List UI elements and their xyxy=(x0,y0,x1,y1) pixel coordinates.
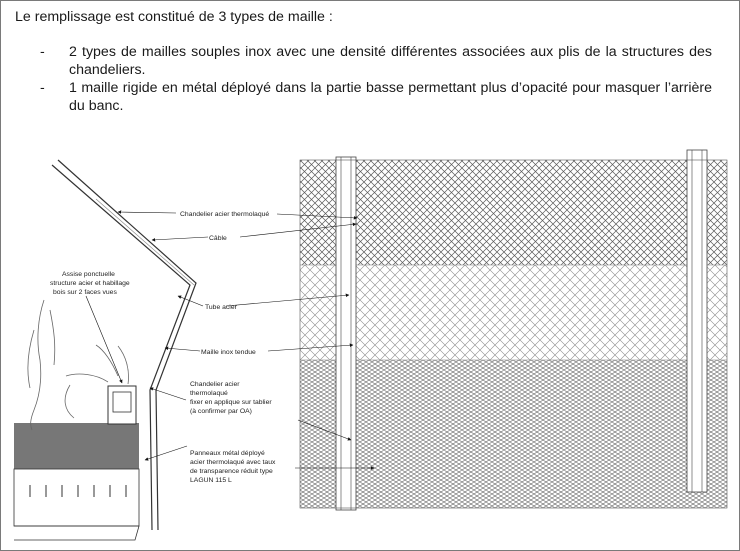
bullet-dash: - xyxy=(40,44,45,60)
label-panneau-line3: de transparence réduit type xyxy=(190,468,273,475)
label-panneau-line2: acier thermolaqué avec taux xyxy=(190,459,276,466)
mesh-lower-rigid xyxy=(300,360,727,508)
post-right xyxy=(687,150,707,492)
label-cable: Câble xyxy=(209,235,227,242)
label-chand2-line4: (à confirmer par OA) xyxy=(190,408,252,415)
post-left xyxy=(336,157,356,510)
elevation-view xyxy=(300,150,727,510)
label-assise-line3: bois sur 2 faces vues xyxy=(53,289,117,296)
label-chand2-line1: Chandelier acier xyxy=(190,381,240,388)
label-chandelier: Chandelier acier thermolaqué xyxy=(180,211,270,218)
label-tube: Tube acier xyxy=(205,304,237,311)
label-chand2-line3: fixer en applique sur tablier xyxy=(190,399,272,406)
intro-text: Le remplissage est constitué de 3 types de maille : xyxy=(15,9,333,25)
section-view xyxy=(14,160,196,540)
mesh-upper-dense xyxy=(300,160,727,265)
bullet-dash: - xyxy=(40,80,45,96)
label-assise-line2: structure acier et habillage xyxy=(50,280,130,287)
person-silhouette xyxy=(28,300,55,430)
label-maille: Maille inox tendue xyxy=(201,349,256,356)
deck-block xyxy=(14,423,139,469)
bullet-text: 1 maille rigide en métal déployé dans la partie basse permettant plus d’opacité pour masquer l’arrière du banc. xyxy=(69,80,712,114)
label-chand2-line2: thermolaqué xyxy=(190,390,228,397)
label-panneau-line1: Panneaux métal déployé xyxy=(190,450,265,457)
label-panneau-line4: LAGUN 115 L xyxy=(190,477,232,484)
mesh-middle-light xyxy=(300,265,727,360)
label-assise-line1: Assise ponctuelle xyxy=(62,271,115,278)
bullet-text: 2 types de mailles souples inox avec une densité différentes associées aux plis de la structures des chandeliers. xyxy=(69,44,712,78)
